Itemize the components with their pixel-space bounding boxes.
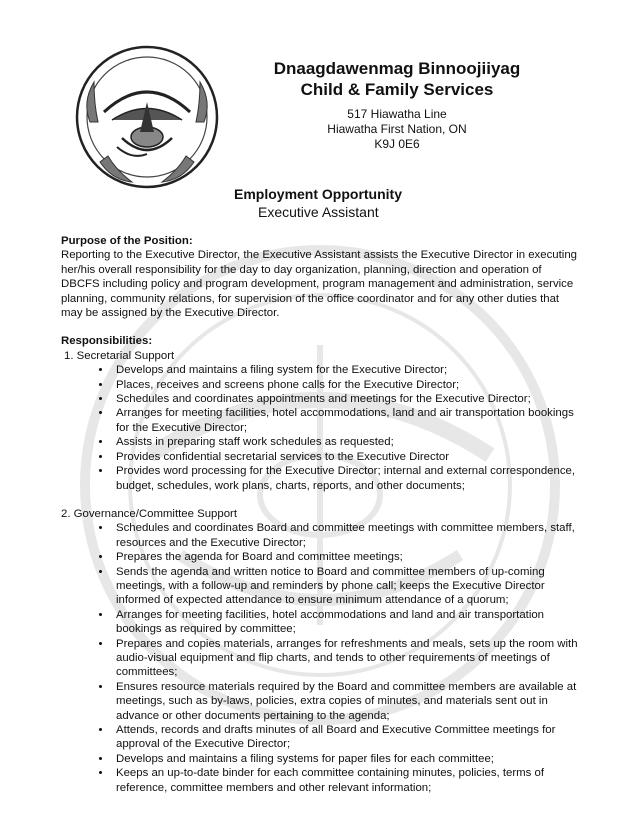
organization-logo (72, 42, 222, 192)
letterhead (232, 58, 562, 152)
address-street: 517 Hiawatha Line (347, 107, 447, 121)
responsibilities-heading: Responsibilities: (61, 335, 153, 348)
governance-support-section (61, 507, 581, 795)
purpose-text: Reporting to the Executive Director, the Executive Assistant assists the Executive Director in executing her/his overall responsibility for the day to day organization, planning, direction and operation of DBCFS including policy and program development, program management and administration, service planning, community relations, for supervision of the office coordinator and for any other duties that may be assigned by the Executive Director. (61, 249, 577, 320)
document-body (61, 234, 581, 795)
list-item: • Develops and maintains a filing systems for paper files for each committee; (112, 752, 581, 766)
bullet-list (61, 363, 581, 493)
list-item: • Prepares and copies materials, arranges for refreshments and meals, sets up the room with audio-visual equipment and flip charts, and tends to other requirements of meetings of committees; (112, 637, 581, 680)
position-title: Executive Assistant (258, 204, 379, 220)
list-item: • Places, receives and screens phone calls for the Executive Director; (112, 378, 581, 392)
list-item: • Sends the agenda and written notice to Board and committee members of up-coming meetings, with a follow-up and reminders by phone call; keeps the Executive Director informed of expected attendance to ensure minimum attendance of a quorum; (112, 565, 581, 608)
list-item: • Provides confidential secretarial services to the Executive Director (112, 450, 581, 464)
list-item: • Arranges for meeting facilities, hotel accommodations, land and air transportation bookings for the Executive Director; (112, 406, 581, 435)
list-item: • Ensures resource materials required by the Board and committee members are available at meetings, such as by-laws, policies, extra copies of minutes, and materials sent out in advance or other documents pertaining to the agenda; (112, 680, 581, 723)
section-title: 1. Secretarial Support (64, 349, 175, 362)
list-item: • Assists in preparing staff work schedules as requested; (112, 435, 581, 449)
address-postal-code: K9J 0E6 (374, 137, 420, 151)
list-item: • Arranges for meeting facilities, hotel accommodations and land and air transportation bookings as required by committee; (112, 608, 581, 637)
purpose-heading: Purpose of the Position: (61, 235, 193, 247)
list-item: • Keeps an up-to-date binder for each committee containing minutes, policies, terms of reference, committee members and other relevant information; (112, 766, 581, 795)
organization-name: Dnaagdawenmag Binnoojiiyag (273, 59, 521, 78)
secretarial-support-section (61, 349, 581, 493)
organization-subtitle: Child & Family Services (300, 80, 494, 99)
list-item: • Schedules and coordinates Board and committee meetings with committee members, staff, resources and the Executive Director; (112, 521, 581, 550)
list-item: • Prepares the agenda for Board and committee meetings; (112, 550, 581, 564)
section-title: 2. Governance/Committee Support (61, 507, 238, 520)
bullet-list (61, 521, 581, 795)
employment-opportunity-heading: Employment Opportunity (234, 186, 402, 202)
list-item: • Develops and maintains a filing system for the Executive Director; (112, 363, 581, 377)
list-item: • Provides word processing for the Executive Director; internal and external correspondence, budget, schedules, work plans, charts, reports, and other documents; (112, 464, 581, 493)
list-item: • Attends, records and drafts minutes of all Board and Executive Committee meetings for approval of the Executive Director; (112, 723, 581, 752)
list-item: • Schedules and coordinates appointments and meetings for the Executive Director; (112, 392, 581, 406)
address-city: Hiawatha First Nation, ON (327, 122, 467, 136)
